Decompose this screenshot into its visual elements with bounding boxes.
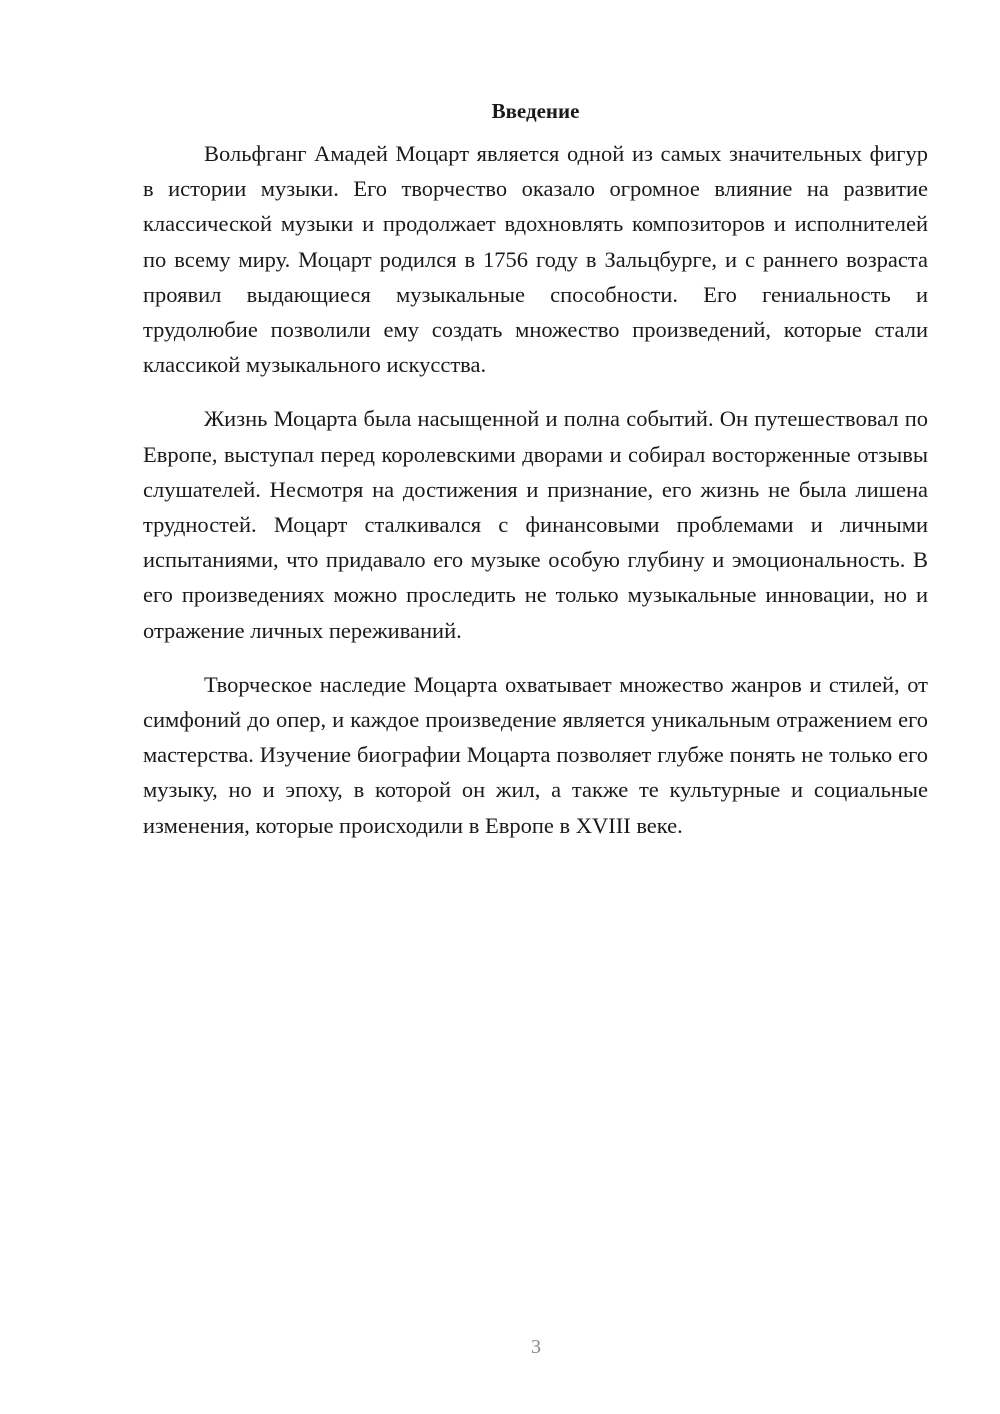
paragraph-1: Вольфганг Амадей Моцарт является одной из самых значительных фигур в истории музыки. Его творчество оказало огромное влияние на развитие классической музыки и продолжает вдохновлять композиторов и исполнителей по всему миру. Моцарт родился в 1756 году в Зальцбурге, и с раннего возраста проявил выдающиеся музыкальные способности. Его гениальность и трудолюбие позволили ему создать множество произведений, которые стали классикой музыкального искусства. [143, 141, 928, 378]
document-body [143, 96, 928, 862]
section-heading: Введение [491, 99, 580, 123]
paragraph-3: Творческое наследие Моцарта охватывает множество жанров и стилей, от симфоний до опер, и каждое произведение является уникальным отражением его мастерства. Изучение биографии Моцарта позволяет глубже понять не только его музыку, но и эпоху, в которой он жил, а также те культурные и социальные изменения, которые происходили в Европе в XVIII веке. [143, 671, 928, 838]
page-number: 3 [531, 1336, 541, 1358]
paragraph-2: Жизнь Моцарта была насыщенной и полна событий. Он путешествовал по Европе, выступал перед королевскими дворами и собирал восторженные отзывы слушателей. Несмотря на достижения и признание, его жизнь не была лишена трудностей. Моцарт сталкивался с финансовыми проблемами и личными испытаниями, что придавало его музыке особую глубину и эмоциональность. В его произведениях можно проследить не только музыкальные инновации, но и отражение личных переживаний. [143, 406, 928, 643]
